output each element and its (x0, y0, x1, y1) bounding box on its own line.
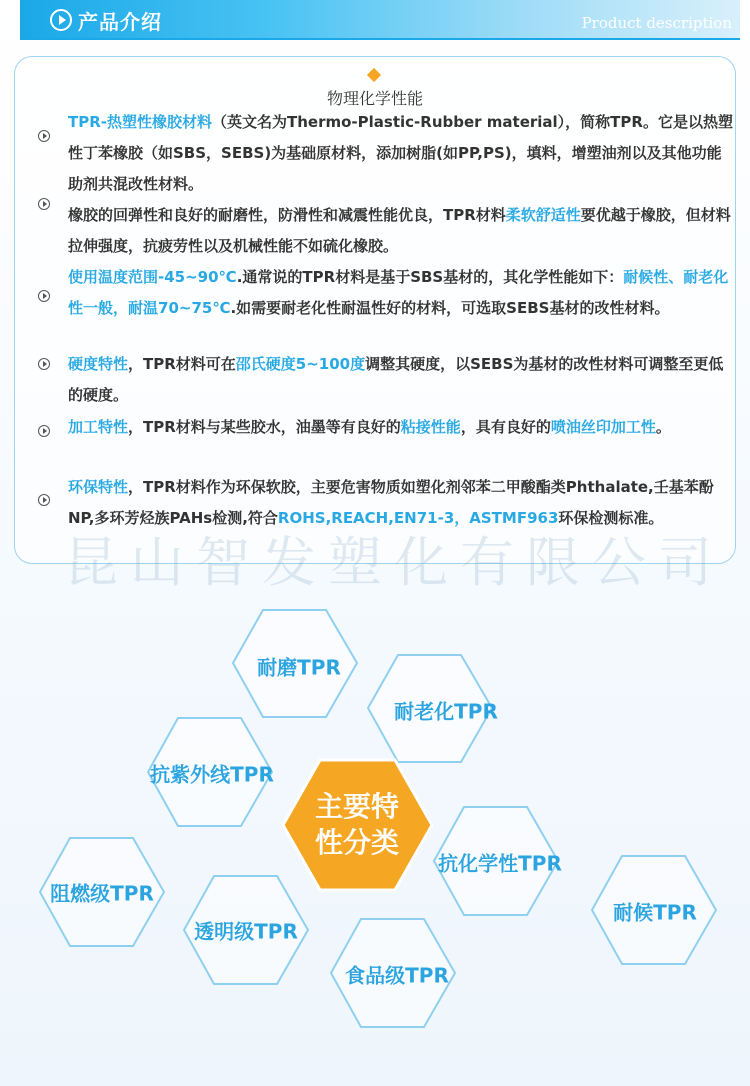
text: 调整其硬度，以SEBS为基材的改性材料可调整至更低的硬度。 (68, 355, 724, 404)
highlight: 加工特性 (68, 418, 129, 436)
company-watermark: 昆山智发塑化有限公司 (64, 531, 724, 594)
bullet-icon (38, 130, 50, 142)
text: 橡胶的回弹性和良好的耐磨性，防滑性和减震性能优良，TPR材料 (68, 206, 506, 224)
text: 环保检测标准。 (558, 509, 664, 527)
bullet-icon (38, 425, 50, 437)
hex-label: 食品级TPR (345, 963, 449, 988)
text: ，TPR材料可在 (128, 355, 236, 373)
highlight: 环保特性 (68, 478, 129, 496)
text: ，TPR材料与某些胶水，油墨等有良好的 (128, 418, 401, 436)
paragraph-hardness (68, 349, 733, 411)
text: ，具有良好的 (460, 418, 551, 436)
text: .通常说的TPR材料是基于SBS基材的，其化学性能如下： (236, 268, 624, 286)
header-bar (20, 0, 740, 40)
paragraph-elasticity (68, 200, 733, 262)
bullet-icon (38, 358, 50, 370)
section-subtitle: Product description (581, 14, 732, 32)
feature-hexagons (0, 580, 750, 1086)
highlight: 耐候性、耐老化性一般，耐温70~75℃ (68, 268, 729, 317)
section-title (50, 4, 180, 36)
hex-label: 阻燃级TPR (50, 881, 154, 906)
bullet-icon (38, 198, 50, 210)
paragraph-temperature (68, 262, 733, 324)
hex-label: 抗紫外线TPR (150, 762, 274, 787)
highlight: ROHS,REACH,EN71-3，ASTMF963 (277, 509, 559, 527)
highlight: 邵氏硬度5~100度 (235, 355, 366, 373)
bullet-icon (38, 494, 50, 506)
highlight: 喷油丝印加工性 (550, 418, 656, 436)
paragraph-processing (68, 412, 733, 443)
bullet-icon (38, 290, 50, 302)
text: 。 (655, 418, 671, 436)
section-title-text: 产品介绍 (78, 9, 162, 34)
text: 要优越于橡胶，但材料拉伸强度，抗疲劳性以及机械性能不如硫化橡胶。 (68, 206, 731, 255)
play-circle-icon (50, 9, 72, 31)
text: （英文名为Thermo-Plastic-Rubber material），简称TPR。它是以热塑性丁苯橡胶（如SBS，SEBS)为基础原材料，添加树脂(如PP,PS)，填料，增塑油剂以及其他功能助剂共混改性材料。 (68, 113, 733, 193)
highlight: 使用温度范围-45~90℃ (68, 268, 237, 286)
center-label: 主要特性分类 (314, 790, 399, 859)
highlight: 硬度特性 (68, 355, 129, 373)
highlight: TPR-热塑性橡胶材料 (68, 113, 213, 131)
hex-label: 耐候TPR (613, 900, 697, 925)
hex-label: 透明级TPR (194, 919, 298, 944)
paragraph-environmental (68, 472, 733, 534)
highlight: 柔软舒适性 (505, 206, 581, 224)
text: .如需要耐老化性耐温性好的材料，可选取SEBS基材的改性材料。 (230, 299, 670, 317)
hex-label: 耐老化TPR (394, 699, 498, 724)
panel-heading: 物理化学性能 (326, 89, 423, 108)
paragraph-material (68, 107, 733, 200)
hex-label: 耐磨TPR (257, 655, 341, 680)
highlight: 粘接性能 (400, 418, 461, 436)
text: ，TPR材料作为环保软胶，主要危害物质如塑化剂邻苯二甲酸酯类Phthalate,壬基苯酚NP,多环芳烃族PAHs检测,符合 (68, 478, 714, 527)
hex-label: 抗化学性TPR (438, 851, 562, 876)
